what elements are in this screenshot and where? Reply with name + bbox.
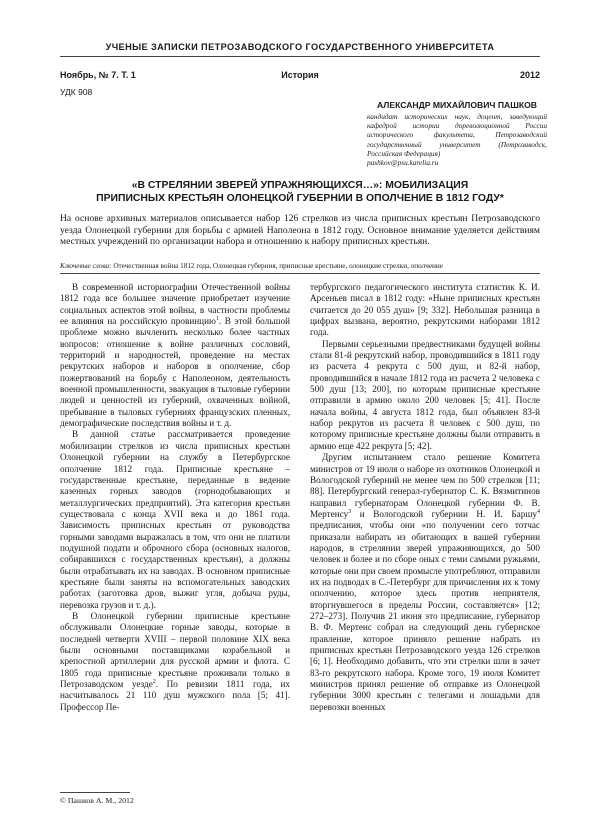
journal-title: УЧЕНЫЕ ЗАПИСКИ ПЕТРОЗАВОДСКОГО ГОСУДАРСТВЕННОГО УНИВЕРСИТЕТА: [105, 42, 495, 52]
abstract: На основе архивных материалов описывается набор 126 стрелков из числа приписных крестьян Петрозаводского уезда Олонецкой губернии для борьбы с армией Наполеона в 1812 году. Основное внимание уделяется действиям местных учреждений по организации набора и отношению к набору приписных крестьян.: [60, 213, 540, 248]
article-title-line-1: «В СТРЕЛЯНИИ ЗВЕРЕЙ УПРАЖНЯЮЩИХСЯ…»: МОБИЛИЗАЦИЯ: [131, 180, 469, 191]
footnote-ref: 2: [152, 678, 156, 685]
header-divider: [60, 56, 540, 57]
keywords-label: Ключевые слова:: [60, 262, 112, 270]
footnote-ref: 3: [348, 508, 352, 515]
body-paragraph: В данной статье рассматривается проведение мобилизации стрелков из числа приписных крестьян Олонецкой губернии на службу в Петербургское ополчение 1812 года. Приписные крестьяне – государственные крестьяне, переданные в ведение казенных горных заводов (горнодобывающих и металлургических предприятий). Эта категория крестьян существовала с конца XVII века и до 1861 года. Зависимость приписных крестьян от руководства горными заводами выражалась в том, что они не платили подушной подати и оброчного сбора (основных налогов, собиравшихся с государственных крестьян), а должны были отрабатывать их на заводах. В основном приписные крестьяне были заняты на вспомогательных заводских работах (заготовка дров, выжиг угля, добыча руды, перевозка грузов и т. д.).: [60, 429, 290, 610]
abstract-divider: [60, 273, 540, 274]
body-column-right: [310, 282, 540, 713]
keywords: [60, 262, 546, 270]
author-email[interactable]: pashkov@psu.karelia.ru: [367, 158, 439, 168]
article-title: [60, 179, 540, 205]
issue-meta: [60, 70, 540, 84]
footnote-divider: [60, 792, 130, 793]
author-block: [367, 100, 547, 167]
year-label: 2012: [519, 70, 540, 80]
body-paragraph: В Олонецкой губернии приписные крестьяне обслуживали Олонецкие горные заводы, которые в последней четверти XVIII – первой половине XIX века были основными поставщиками корабельной и крепостной артиллерии для русской армии и флота. С 1805 года приписные крестьяне проживали только в Петрозаводском уезде$^2$. По ревизии 1811 года, их насчитывалось 21 110 душ мужского пола [5; 41]. Профессор Пе-: [60, 610, 290, 712]
body-paragraph: тербургского педагогического института статистик К. И. Арсеньев писал в 1812 году: «Ныне приписных крестьян считается до 20 055 душ» [9; 332]. Небольшая разница в цифрах вызвана, вероятно, рекрутскими наборами 1812 года.: [310, 282, 540, 338]
body-paragraph: Первыми серьезными предвестниками будущей войны стали 81-й рекрутский набор, проводившийся в 1811 году из расчета 4 рекрута с 500 душ, и 82-й набор, проводившийся в начале 1812 года из расчета 2 человека с 500 душ [13; 200], по которым приписные крестьяне отправили в армию около 200 человек [5; 41]. После начала войны, 4 августа 1812 года, был объявлен 83-й набор рекрутов из расчета 8 человек с 500 душ, по которому приписные крестьяне должны были отправить в армию еще 422 рекрута [5; 42].: [310, 338, 540, 451]
body-column-left: [60, 282, 290, 713]
copyright: © Пашков А. М., 2012: [60, 796, 134, 805]
article-title-line-2: ПРИПИСНЫХ КРЕСТЬЯН ОЛОНЕЦКОЙ ГУБЕРНИИ В ОПОЛЧЕНИЕ В 1812 ГОДУ*: [96, 193, 504, 204]
keywords-text: Отечественная война 1812 года, Олонецкая губерния, приписные крестьяне, олонецкие стрелки, ополчение: [111, 262, 443, 270]
issue-label: Ноябрь, № 7. Т. 1: [60, 70, 136, 80]
footnote-ref: 4: [537, 508, 540, 515]
section-label: История: [281, 70, 319, 80]
author-affiliation: кандидат исторических наук, доцент, заведующий кафедрой истории дореволюционной России исторического факультета, Петрозаводский государственный университет (Петрозаводск, Российская Федерация): [367, 112, 547, 158]
udk-code: УДК 908: [60, 87, 93, 97]
body-paragraph: В современной историографии Отечественной войны 1812 года все большее значение приобретает изучение социальных аспектов этой войны, в частности проблемы ее влияния на российскую провинцию$^1$. В этой большой проблеме можно вычленить несколько более частных вопросов: отношение к войне различных сословий, территорий и народностей, проведение на местах рекрутских наборов и наборов в ополчение, сбор пожертвований на борьбу с Наполеоном, деятельность военной промышленности, эвакуация в тыловые губернии людей и ценностей из губерний, охваченных войной, пребывание в тыловых губерниях французских пленных, демографические последствия войны и т. д.: [60, 282, 291, 429]
footnote-ref: 1: [215, 315, 219, 322]
body-paragraph: Другим испытанием стало решение Комитета министров от 19 июля о наборе из охотников Олонецкой и Вологодской губерний не менее чем по 500 стрелков [11; 88]. Петербургский генерал-губернатор С. К. Вязмитинов направил губернаторам Олонецкой губернии Ф. В. Мертенсу$^3$ и Вологодской губернии Н. И. Баршу$^4$ предписания, чтобы они «по получении сего тотчас приказали набирать из обитающих в вашей губернии народов, в стрелянии зверей упражняющихся, до 500 человек и более и по сборе оных с теми самыми ружьями, которые они при своем промысле употребляют, отправили их на подводах в С.-Петербург для причисления их к тому ополчению, которое здесь против неприятеля, вторгнувшегося в пределы России, составляется» [12; 272–273]. Получив 21 июня это предписание, губернатор В. Ф. Мертенс собрал на следующий день губернское правление, которое приняло решение набрать из приписных крестьян Петрозаводского уезда 126 стрелков [6; 1]. Необходимо добавить, что эти стрелки шли в зачет 83-го рекрутского набора. Кроме того, 19 июля Комитет министров принял решение об отправке из Олонецкой губернии 3000 крестьян с телегами и лошадьми для перевозки военных: [310, 452, 540, 712]
author-name: АЛЕКСАНДР МИХАЙЛОВИЧ ПАШКОВ: [377, 100, 537, 110]
